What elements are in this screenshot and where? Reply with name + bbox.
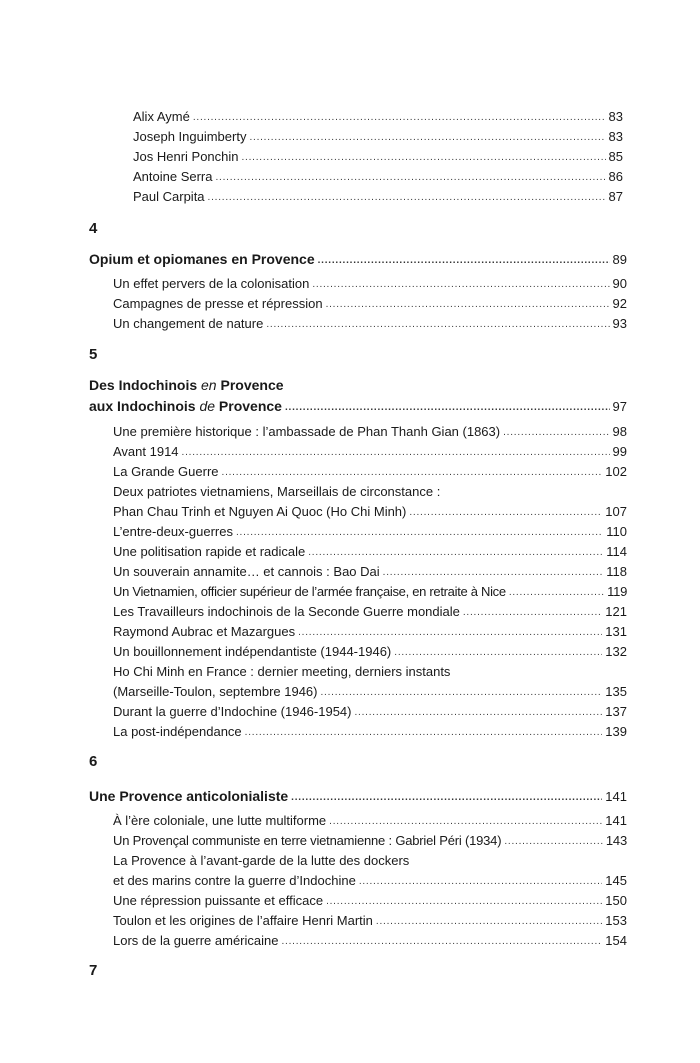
toc-entry: Alix Aymé . . . 83 xyxy=(133,108,623,126)
toc-entry-line: Deux patriotes vietnamiens, Marseillais de circonstance : xyxy=(113,484,441,499)
dot-leader xyxy=(376,913,602,931)
dot-leader xyxy=(222,464,603,482)
toc-entry: Joseph Inguimberty . . . 83 xyxy=(133,128,623,146)
toc-entry: À l’ère coloniale, une lutte multiforme . . . 141 xyxy=(113,812,627,830)
dot-leader xyxy=(245,724,603,742)
toc-entry: Jos Henri Ponchin . . . 85 xyxy=(133,148,623,166)
toc-entry: et des marins contre la guerre d’Indochine . . . 145 xyxy=(113,872,627,890)
chapter-number: 6 xyxy=(89,753,98,770)
dot-leader xyxy=(394,644,602,662)
chapter-title: Une Provence anticolonialiste . . . 141 xyxy=(89,787,627,805)
toc-entry-line: La Provence à l’avant-garde de la lutte des dockers xyxy=(113,853,410,868)
toc-entry: La post-indépendance . . . 139 xyxy=(113,723,627,741)
dot-leader xyxy=(409,504,602,522)
toc-entry: Antoine Serra . . . 86 xyxy=(133,168,623,186)
dot-leader xyxy=(193,109,606,127)
toc-entry-line: Ho Chi Minh en France : dernier meeting, derniers instants xyxy=(113,664,451,679)
dot-leader xyxy=(329,813,602,831)
dot-leader xyxy=(236,524,603,542)
dot-leader xyxy=(208,189,606,207)
dot-leader xyxy=(266,316,609,334)
toc-entry: Un Provençal communiste en terre vietnamienne : Gabriel Péri (1934) . . . 143 xyxy=(113,832,627,850)
dot-leader xyxy=(504,833,603,851)
dot-leader xyxy=(509,584,604,602)
chapter-number: 7 xyxy=(89,962,98,979)
dot-leader xyxy=(359,873,602,891)
toc-entry: Un bouillonnement indépendantiste (1944-1946) . . . 132 xyxy=(113,643,627,661)
dot-leader xyxy=(463,604,602,622)
toc-entry: Un souverain annamite… et cannois : Bao Dai . . . 118 xyxy=(113,563,627,581)
toc-entry: Phan Chau Trinh et Nguyen Ai Quoc (Ho Chi Minh) . . . 107 xyxy=(113,503,627,521)
dot-leader xyxy=(312,276,609,294)
dot-leader xyxy=(320,684,602,702)
toc-entry: Raymond Aubrac et Mazargues . . . 131 xyxy=(113,623,627,641)
toc-entry: Paul Carpita . . . 87 xyxy=(133,188,623,206)
toc-entry: Une politisation rapide et radicale . . . 114 xyxy=(113,543,627,561)
toc-entry: Campagnes de presse et répression . . . 92 xyxy=(113,295,627,313)
toc-entry: Une première historique : l’ambassade de Phan Thanh Gian (1863) . . . 98 xyxy=(113,423,627,441)
toc-entry: Lors de la guerre américaine . . . 154 xyxy=(113,932,627,950)
dot-leader xyxy=(216,169,606,187)
dot-leader xyxy=(249,129,605,147)
toc-entry: La Grande Guerre . . . 102 xyxy=(113,463,627,481)
dot-leader xyxy=(242,149,606,167)
dot-leader xyxy=(281,933,602,951)
toc-entry: Durant la guerre d’Indochine (1946-1954) . . . 137 xyxy=(113,703,627,721)
chapter-number: 5 xyxy=(89,346,98,363)
dot-leader xyxy=(182,444,610,462)
toc-entry: Un changement de nature . . . 93 xyxy=(113,315,627,333)
toc-entry: (Marseille-Toulon, septembre 1946) . . . 135 xyxy=(113,683,627,701)
dot-leader xyxy=(291,789,602,807)
toc-entry: Une répression puissante et efficace . . . 150 xyxy=(113,892,627,910)
toc-entry: Toulon et les origines de l’affaire Henri Martin . . . 153 xyxy=(113,912,627,930)
dot-leader xyxy=(326,893,602,911)
toc-entry: Avant 1914 . . . 99 xyxy=(113,443,627,461)
chapter-title: Opium et opiomanes en Provence . . . 89 xyxy=(89,250,627,268)
toc-entry: L’entre-deux-guerres . . . 110 xyxy=(113,523,627,541)
chapter-number: 4 xyxy=(89,220,98,237)
dot-leader xyxy=(355,704,603,722)
toc-entry: Un Vietnamien, officier supérieur de l’armée française, en retraite à Nice . . . 119 xyxy=(113,583,627,601)
dot-leader xyxy=(383,564,604,582)
dot-leader xyxy=(326,296,610,314)
toc-entry: Les Travailleurs indochinois de la Seconde Guerre mondiale . . . 121 xyxy=(113,603,627,621)
chapter-title-line: Des Indochinois en Provence xyxy=(89,377,284,393)
dot-leader xyxy=(298,624,602,642)
dot-leader xyxy=(285,399,610,417)
dot-leader xyxy=(503,424,609,442)
toc-entry: Un effet pervers de la colonisation . . . 90 xyxy=(113,275,627,293)
dot-leader xyxy=(318,252,610,270)
chapter-title: aux Indochinois de Provence . . . 97 xyxy=(89,397,627,415)
dot-leader xyxy=(308,544,603,562)
